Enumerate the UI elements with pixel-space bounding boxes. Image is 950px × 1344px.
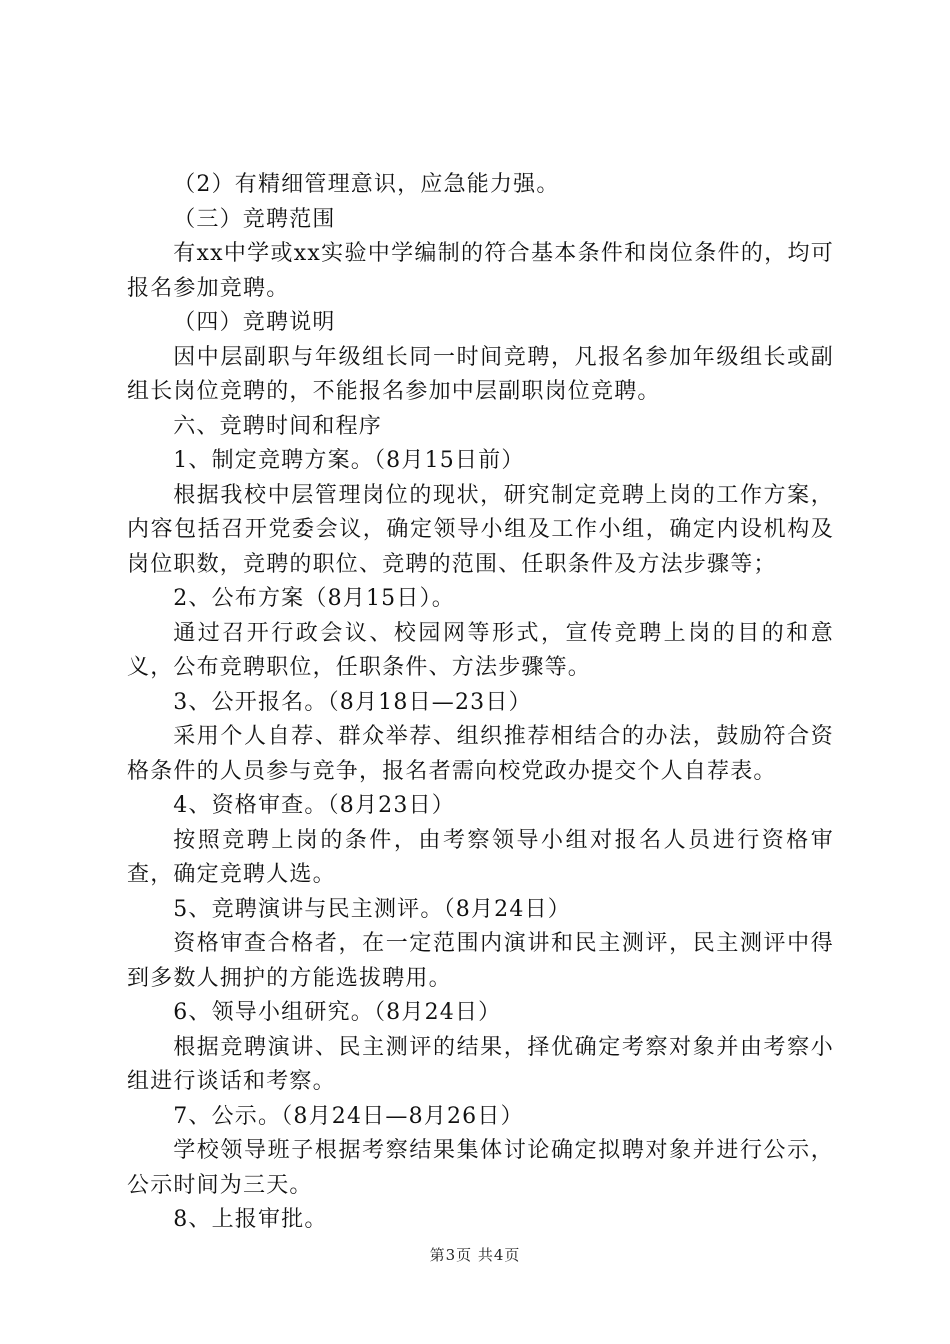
paragraph: 通过召开行政会议、校园网等形式，宣传竞聘上岗的目的和意义，公布竞聘职位，任职条件、方法步骤等。 (127, 620, 834, 680)
page-number-footer: 第3页 共4页 (429, 1246, 521, 1264)
paragraph: （2）有精细管理意识，应急能力强。 (173, 172, 560, 197)
step-heading: 8、上报审批。 (173, 1207, 328, 1232)
paragraph: 因中层副职与年级组长同一时间竞聘，凡报名参加年级组长或副组长岗位竞聘的，不能报名参加中层副职岗位竞聘。 (127, 344, 834, 404)
step-heading: 3、公开报名。（8月18日—23日） (173, 689, 532, 715)
step-heading: 7、公示。（8月24日—8月26日） (173, 1103, 524, 1129)
paragraph: 学校领导班子根据考察结果集体讨论确定拟聘对象并进行公示，公示时间为三天。 (127, 1138, 834, 1198)
paragraph: 采用个人自荐、群众举荐、组织推荐相结合的办法，鼓励符合资格条件的人员参与竞争，报名者需向校党政办提交个人自荐表。 (127, 724, 834, 784)
paragraph: 有xx中学或xx实验中学编制的符合基本条件和岗位条件的，均可报名参加竞聘。 (127, 241, 834, 301)
section-heading: 六、竞聘时间和程序 (173, 413, 382, 439)
step-heading: 5、竞聘演讲与民主测评。（8月24日） (173, 896, 571, 922)
paragraph: 按照竞聘上岗的条件，由考察领导小组对报名人员进行资格审查，确定竞聘人选。 (127, 827, 834, 887)
step-heading: 6、领导小组研究。（8月24日） (173, 1000, 502, 1025)
section-heading: （四）竞聘说明 (173, 310, 336, 335)
step-heading: 4、资格审查。（8月23日） (173, 793, 455, 818)
document-body (127, 168, 834, 1238)
paragraph: 根据我校中层管理岗位的现状，研究制定竞聘上岗的工作方案，内容包括召开党委会议，确定领导小组及工作小组，确定内设机构及岗位职数，竞聘的职位、竞聘的范围、任职条件及方法步骤等； (127, 482, 834, 577)
step-heading: 1、制定竞聘方案。（8月15日前） (173, 448, 525, 473)
paragraph: 根据竞聘演讲、民主测评的结果，择优确定考察对象并由考察小组进行谈话和考察。 (127, 1034, 834, 1094)
section-heading: （三）竞聘范围 (173, 206, 336, 232)
paragraph: 资格审查合格者，在一定范围内演讲和民主测评，民主测评中得到多数人拥护的方能选拔聘用。 (127, 931, 834, 991)
step-heading: 2、公布方案（8月15日）。 (173, 586, 455, 611)
